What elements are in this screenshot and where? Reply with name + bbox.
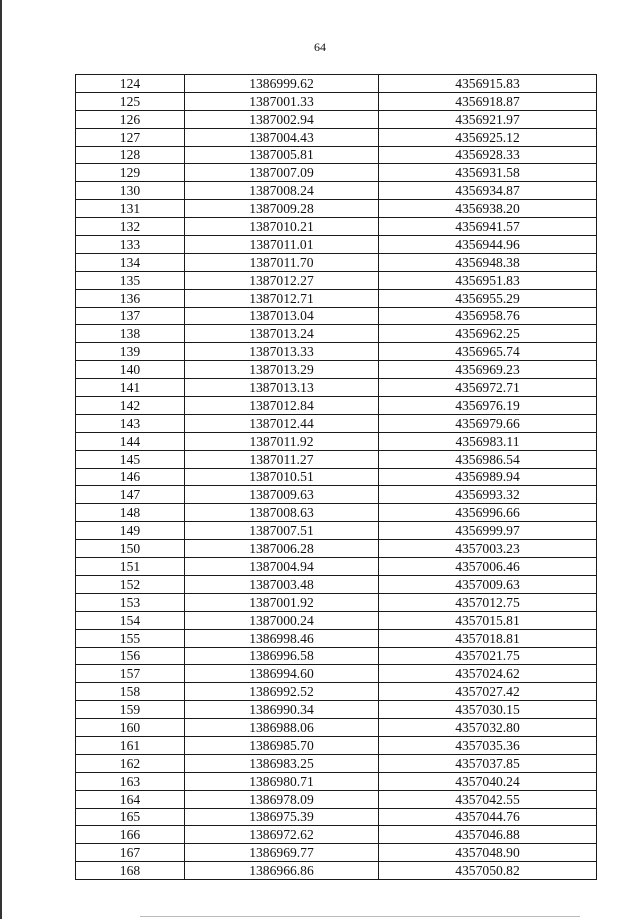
table-row bbox=[76, 432, 597, 450]
point-number-cell: 162 bbox=[76, 754, 185, 772]
x-coordinate-cell: 1387013.29 bbox=[185, 361, 379, 379]
table-row bbox=[76, 611, 597, 629]
x-coordinate-cell: 1386980.71 bbox=[185, 772, 379, 790]
y-coordinate-cell: 4356918.87 bbox=[379, 92, 597, 110]
point-number-cell: 152 bbox=[76, 575, 185, 593]
point-number-cell: 127 bbox=[76, 128, 185, 146]
table-row bbox=[76, 307, 597, 325]
table-row bbox=[76, 665, 597, 683]
y-coordinate-cell: 4356976.19 bbox=[379, 397, 597, 415]
x-coordinate-cell: 1386996.58 bbox=[185, 647, 379, 665]
point-number-cell: 144 bbox=[76, 432, 185, 450]
x-coordinate-cell: 1387013.13 bbox=[185, 379, 379, 397]
y-coordinate-cell: 4357046.88 bbox=[379, 826, 597, 844]
y-coordinate-cell: 4356986.54 bbox=[379, 450, 597, 468]
table-row bbox=[76, 719, 597, 737]
x-coordinate-cell: 1387004.94 bbox=[185, 558, 379, 576]
x-coordinate-cell: 1387008.24 bbox=[185, 182, 379, 200]
table-row bbox=[76, 200, 597, 218]
point-number-cell: 163 bbox=[76, 772, 185, 790]
x-coordinate-cell: 1387001.33 bbox=[185, 92, 379, 110]
y-coordinate-cell: 4356958.76 bbox=[379, 307, 597, 325]
point-number-cell: 166 bbox=[76, 826, 185, 844]
table-row bbox=[76, 468, 597, 486]
x-coordinate-cell: 1387000.24 bbox=[185, 611, 379, 629]
x-coordinate-cell: 1387007.51 bbox=[185, 522, 379, 540]
table-row bbox=[76, 146, 597, 164]
y-coordinate-cell: 4356972.71 bbox=[379, 379, 597, 397]
y-coordinate-cell: 4356941.57 bbox=[379, 218, 597, 236]
x-coordinate-cell: 1386978.09 bbox=[185, 790, 379, 808]
point-number-cell: 158 bbox=[76, 683, 185, 701]
scan-edge-line bbox=[0, 0, 2, 919]
table-row bbox=[76, 75, 597, 93]
table-row bbox=[76, 414, 597, 432]
y-coordinate-cell: 4356944.96 bbox=[379, 236, 597, 254]
page-number: 64 bbox=[314, 40, 326, 54]
point-number-cell: 141 bbox=[76, 379, 185, 397]
y-coordinate-cell: 4356948.38 bbox=[379, 253, 597, 271]
table-row bbox=[76, 271, 597, 289]
table-row bbox=[76, 236, 597, 254]
table-row bbox=[76, 450, 597, 468]
y-coordinate-cell: 4357024.62 bbox=[379, 665, 597, 683]
y-coordinate-cell: 4357018.81 bbox=[379, 629, 597, 647]
table-row bbox=[76, 593, 597, 611]
y-coordinate-cell: 4356965.74 bbox=[379, 343, 597, 361]
table-row bbox=[76, 182, 597, 200]
y-coordinate-cell: 4356969.23 bbox=[379, 361, 597, 379]
table-row bbox=[76, 558, 597, 576]
point-number-cell: 128 bbox=[76, 146, 185, 164]
y-coordinate-cell: 4357009.63 bbox=[379, 575, 597, 593]
point-number-cell: 131 bbox=[76, 200, 185, 218]
table-row bbox=[76, 486, 597, 504]
table-row bbox=[76, 361, 597, 379]
y-coordinate-cell: 4356999.97 bbox=[379, 522, 597, 540]
point-number-cell: 147 bbox=[76, 486, 185, 504]
table-row bbox=[76, 683, 597, 701]
x-coordinate-cell: 1387013.04 bbox=[185, 307, 379, 325]
y-coordinate-cell: 4357006.46 bbox=[379, 558, 597, 576]
y-coordinate-cell: 4357040.24 bbox=[379, 772, 597, 790]
x-coordinate-cell: 1387012.84 bbox=[185, 397, 379, 415]
y-coordinate-cell: 4356951.83 bbox=[379, 271, 597, 289]
x-coordinate-cell: 1387012.27 bbox=[185, 271, 379, 289]
table-row bbox=[76, 110, 597, 128]
y-coordinate-cell: 4356962.25 bbox=[379, 325, 597, 343]
point-number-cell: 135 bbox=[76, 271, 185, 289]
point-number-cell: 133 bbox=[76, 236, 185, 254]
y-coordinate-cell: 4357012.75 bbox=[379, 593, 597, 611]
point-number-cell: 168 bbox=[76, 862, 185, 880]
table-row bbox=[76, 504, 597, 522]
y-coordinate-cell: 4356979.66 bbox=[379, 414, 597, 432]
table-row bbox=[76, 253, 597, 271]
y-coordinate-cell: 4356915.83 bbox=[379, 75, 597, 93]
y-coordinate-cell: 4356993.32 bbox=[379, 486, 597, 504]
table-row bbox=[76, 397, 597, 415]
x-coordinate-cell: 1386985.70 bbox=[185, 736, 379, 754]
y-coordinate-cell: 4356934.87 bbox=[379, 182, 597, 200]
point-number-cell: 164 bbox=[76, 790, 185, 808]
point-number-cell: 143 bbox=[76, 414, 185, 432]
scan-bottom-line bbox=[140, 916, 580, 917]
x-coordinate-cell: 1387002.94 bbox=[185, 110, 379, 128]
point-number-cell: 139 bbox=[76, 343, 185, 361]
x-coordinate-cell: 1387009.63 bbox=[185, 486, 379, 504]
point-number-cell: 153 bbox=[76, 593, 185, 611]
table-row bbox=[76, 540, 597, 558]
x-coordinate-cell: 1387004.43 bbox=[185, 128, 379, 146]
point-number-cell: 155 bbox=[76, 629, 185, 647]
x-coordinate-cell: 1387012.71 bbox=[185, 289, 379, 307]
table-row bbox=[76, 772, 597, 790]
table-row bbox=[76, 128, 597, 146]
table-row bbox=[76, 754, 597, 772]
x-coordinate-cell: 1387010.51 bbox=[185, 468, 379, 486]
y-coordinate-cell: 4357037.85 bbox=[379, 754, 597, 772]
x-coordinate-cell: 1387013.33 bbox=[185, 343, 379, 361]
point-number-cell: 132 bbox=[76, 218, 185, 236]
x-coordinate-cell: 1387005.81 bbox=[185, 146, 379, 164]
point-number-cell: 136 bbox=[76, 289, 185, 307]
table-row bbox=[76, 790, 597, 808]
y-coordinate-cell: 4357030.15 bbox=[379, 701, 597, 719]
y-coordinate-cell: 4357042.55 bbox=[379, 790, 597, 808]
y-coordinate-cell: 4356928.33 bbox=[379, 146, 597, 164]
x-coordinate-cell: 1387011.01 bbox=[185, 236, 379, 254]
x-coordinate-cell: 1386975.39 bbox=[185, 808, 379, 826]
point-number-cell: 150 bbox=[76, 540, 185, 558]
point-number-cell: 151 bbox=[76, 558, 185, 576]
y-coordinate-cell: 4357027.42 bbox=[379, 683, 597, 701]
y-coordinate-cell: 4356938.20 bbox=[379, 200, 597, 218]
table-row bbox=[76, 862, 597, 880]
x-coordinate-cell: 1387008.63 bbox=[185, 504, 379, 522]
y-coordinate-cell: 4356925.12 bbox=[379, 128, 597, 146]
point-number-cell: 165 bbox=[76, 808, 185, 826]
y-coordinate-cell: 4357048.90 bbox=[379, 844, 597, 862]
table-row bbox=[76, 289, 597, 307]
table-row bbox=[76, 522, 597, 540]
y-coordinate-cell: 4356955.29 bbox=[379, 289, 597, 307]
x-coordinate-cell: 1387003.48 bbox=[185, 575, 379, 593]
table-row bbox=[76, 218, 597, 236]
y-coordinate-cell: 4357015.81 bbox=[379, 611, 597, 629]
point-number-cell: 137 bbox=[76, 307, 185, 325]
x-coordinate-cell: 1386966.86 bbox=[185, 862, 379, 880]
x-coordinate-cell: 1386999.62 bbox=[185, 75, 379, 93]
point-number-cell: 124 bbox=[76, 75, 185, 93]
point-number-cell: 134 bbox=[76, 253, 185, 271]
x-coordinate-cell: 1387011.92 bbox=[185, 432, 379, 450]
x-coordinate-cell: 1386972.62 bbox=[185, 826, 379, 844]
table-row bbox=[76, 736, 597, 754]
x-coordinate-cell: 1387012.44 bbox=[185, 414, 379, 432]
point-number-cell: 140 bbox=[76, 361, 185, 379]
y-coordinate-cell: 4357035.36 bbox=[379, 736, 597, 754]
x-coordinate-cell: 1386992.52 bbox=[185, 683, 379, 701]
table-row bbox=[76, 647, 597, 665]
point-number-cell: 157 bbox=[76, 665, 185, 683]
x-coordinate-cell: 1387011.27 bbox=[185, 450, 379, 468]
y-coordinate-cell: 4356983.11 bbox=[379, 432, 597, 450]
point-number-cell: 145 bbox=[76, 450, 185, 468]
x-coordinate-cell: 1387006.28 bbox=[185, 540, 379, 558]
table-row bbox=[76, 325, 597, 343]
point-number-cell: 167 bbox=[76, 844, 185, 862]
x-coordinate-cell: 1386994.60 bbox=[185, 665, 379, 683]
x-coordinate-cell: 1386990.34 bbox=[185, 701, 379, 719]
point-number-cell: 154 bbox=[76, 611, 185, 629]
table-row bbox=[76, 575, 597, 593]
point-number-cell: 159 bbox=[76, 701, 185, 719]
table-row bbox=[76, 164, 597, 182]
table-row bbox=[76, 343, 597, 361]
point-number-cell: 125 bbox=[76, 92, 185, 110]
y-coordinate-cell: 4356931.58 bbox=[379, 164, 597, 182]
point-number-cell: 161 bbox=[76, 736, 185, 754]
y-coordinate-cell: 4357003.23 bbox=[379, 540, 597, 558]
table-row bbox=[76, 808, 597, 826]
y-coordinate-cell: 4356989.94 bbox=[379, 468, 597, 486]
coordinates-table-body bbox=[76, 75, 597, 880]
x-coordinate-cell: 1387010.21 bbox=[185, 218, 379, 236]
coordinates-table bbox=[75, 74, 597, 880]
point-number-cell: 149 bbox=[76, 522, 185, 540]
y-coordinate-cell: 4357032.80 bbox=[379, 719, 597, 737]
x-coordinate-cell: 1387009.28 bbox=[185, 200, 379, 218]
x-coordinate-cell: 1387001.92 bbox=[185, 593, 379, 611]
point-number-cell: 138 bbox=[76, 325, 185, 343]
x-coordinate-cell: 1386969.77 bbox=[185, 844, 379, 862]
table-row bbox=[76, 826, 597, 844]
y-coordinate-cell: 4357044.76 bbox=[379, 808, 597, 826]
point-number-cell: 126 bbox=[76, 110, 185, 128]
point-number-cell: 156 bbox=[76, 647, 185, 665]
table-row bbox=[76, 379, 597, 397]
x-coordinate-cell: 1387013.24 bbox=[185, 325, 379, 343]
y-coordinate-cell: 4356921.97 bbox=[379, 110, 597, 128]
x-coordinate-cell: 1387011.70 bbox=[185, 253, 379, 271]
table-row bbox=[76, 92, 597, 110]
y-coordinate-cell: 4357021.75 bbox=[379, 647, 597, 665]
point-number-cell: 146 bbox=[76, 468, 185, 486]
table-row bbox=[76, 701, 597, 719]
point-number-cell: 160 bbox=[76, 719, 185, 737]
table-row bbox=[76, 629, 597, 647]
point-number-cell: 148 bbox=[76, 504, 185, 522]
y-coordinate-cell: 4357050.82 bbox=[379, 862, 597, 880]
point-number-cell: 142 bbox=[76, 397, 185, 415]
point-number-cell: 130 bbox=[76, 182, 185, 200]
x-coordinate-cell: 1386988.06 bbox=[185, 719, 379, 737]
table-row bbox=[76, 844, 597, 862]
x-coordinate-cell: 1386983.25 bbox=[185, 754, 379, 772]
point-number-cell: 129 bbox=[76, 164, 185, 182]
y-coordinate-cell: 4356996.66 bbox=[379, 504, 597, 522]
x-coordinate-cell: 1386998.46 bbox=[185, 629, 379, 647]
x-coordinate-cell: 1387007.09 bbox=[185, 164, 379, 182]
